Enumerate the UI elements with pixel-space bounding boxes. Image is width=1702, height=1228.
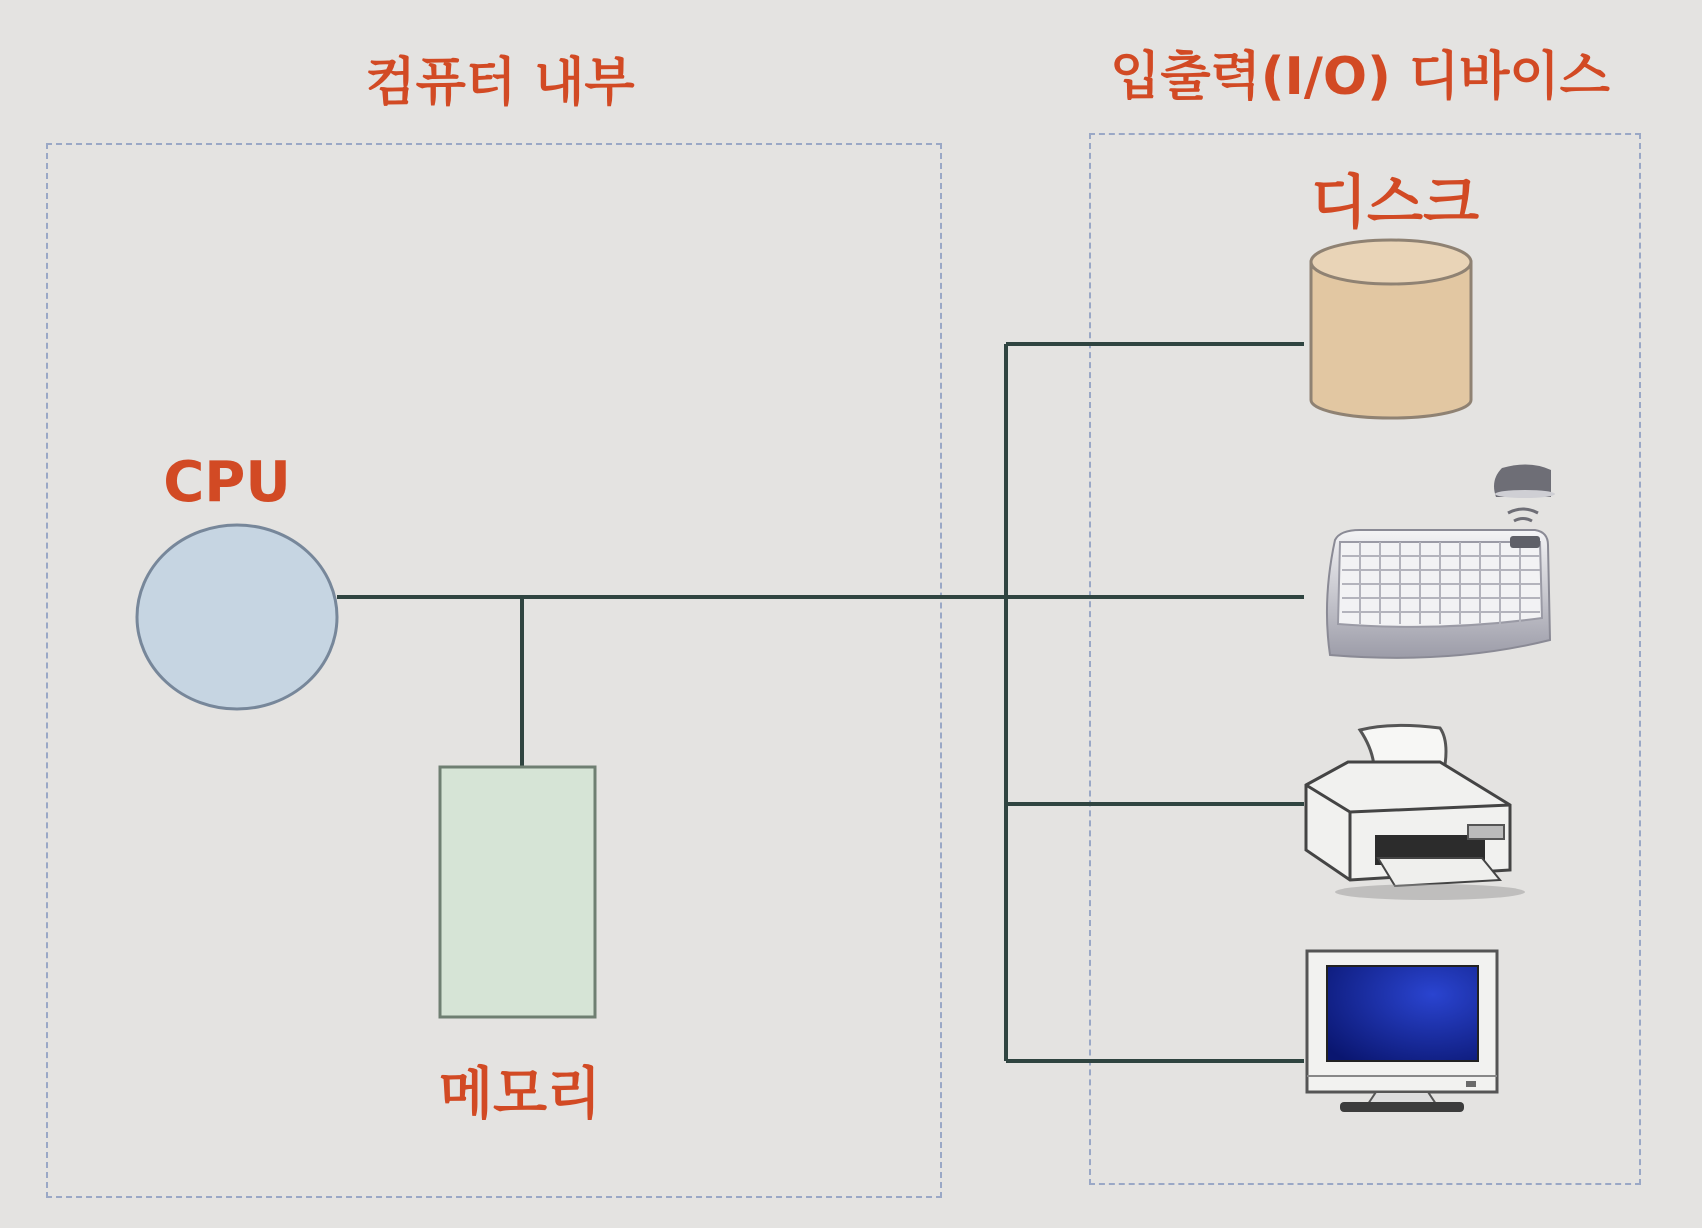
disk-label: 디스크: [1310, 168, 1480, 236]
memory-node: [440, 767, 595, 1017]
cpu-label: CPU: [163, 450, 291, 515]
io-devices-title: 입출력(I/O) 디바이스: [1110, 47, 1610, 107]
keyboard-icon: [1327, 464, 1555, 657]
monitor-icon: [1307, 951, 1497, 1112]
printer-icon: [1306, 725, 1525, 900]
memory-label: 메모리: [438, 1062, 602, 1127]
cpu-node: [137, 525, 337, 709]
disk-icon: [1311, 240, 1471, 418]
computer-inside-title: 컴퓨터 내부: [365, 53, 635, 113]
